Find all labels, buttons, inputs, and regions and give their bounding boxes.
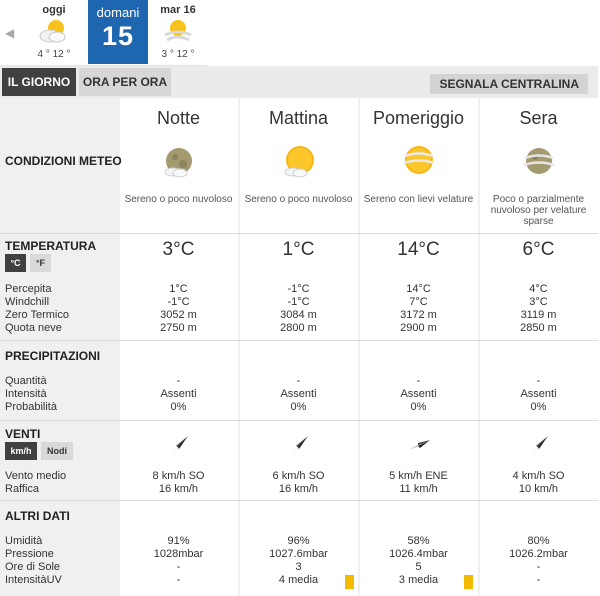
quota-neve-mattina: 2800 m bbox=[280, 322, 317, 334]
period-name-mattina: Mattina bbox=[268, 108, 329, 128]
windchill-sera: 3°C bbox=[529, 296, 548, 308]
windchill-pomeriggio: 7°C bbox=[409, 296, 428, 308]
probabilita-mattina: 0% bbox=[290, 401, 307, 413]
windchill-notte: -1°C bbox=[167, 296, 190, 308]
temp-sera: 6°C bbox=[522, 239, 555, 260]
tab-bar bbox=[0, 66, 598, 98]
probabilita-pomeriggio: 0% bbox=[410, 401, 427, 413]
section-temperature-title: TEMPERATURA bbox=[5, 239, 97, 253]
day-mar16-name: mar 16 bbox=[160, 4, 196, 16]
temp-mattina: 1°C bbox=[282, 239, 315, 260]
zero-termico-notte: 3052 m bbox=[160, 309, 197, 321]
desc-notte: Sereno o poco nuvoloso bbox=[124, 194, 233, 205]
percepita-pomeriggio: 14°C bbox=[406, 283, 431, 295]
section-precip-title: PRECIPITAZIONI bbox=[5, 349, 101, 363]
desc-mattina: Sereno o poco nuvoloso bbox=[244, 194, 353, 205]
period-name-pomeriggio: Pomeriggio bbox=[372, 108, 465, 128]
day-today[interactable] bbox=[24, 0, 84, 64]
label-windchill: Windchill bbox=[5, 296, 50, 308]
moon-haze-icon bbox=[481, 142, 596, 182]
label-zero-termico: Zero Termico bbox=[5, 309, 69, 321]
unit-knots-button[interactable]: Nodi bbox=[41, 442, 73, 460]
percepita-mattina: -1°C bbox=[287, 283, 310, 295]
day-tomorrow-number: 15 bbox=[101, 21, 135, 51]
pressione-mattina: 1027.6mbar bbox=[269, 548, 328, 560]
day-mar16[interactable] bbox=[148, 0, 208, 64]
label-intensita-uv: IntensitàUV bbox=[5, 574, 62, 586]
divider-temperature bbox=[0, 233, 598, 234]
label-pressione: Pressione bbox=[5, 548, 54, 560]
day-tomorrow-label: domani bbox=[96, 5, 140, 20]
ore-di-sole-sera: - bbox=[536, 561, 541, 573]
wind-direction-sera-icon bbox=[481, 434, 596, 456]
quota-neve-pomeriggio: 2900 m bbox=[400, 322, 437, 334]
period-name-notte: Notte bbox=[156, 108, 201, 128]
divider-wind bbox=[0, 420, 598, 421]
section-wind-title: VENTI bbox=[5, 427, 41, 441]
moon-cloud-icon bbox=[121, 142, 236, 182]
ore-di-sole-pomeriggio: 5 bbox=[415, 561, 422, 573]
raffica-mattina: 16 km/h bbox=[278, 483, 319, 495]
probabilita-notte: 0% bbox=[170, 401, 187, 413]
quantita-mattina: - bbox=[296, 375, 301, 387]
raffica-notte: 16 km/h bbox=[158, 483, 199, 495]
temp-notte: 3°C bbox=[162, 239, 195, 260]
sun-cloud-icon bbox=[241, 142, 356, 182]
umidita-sera: 80% bbox=[527, 535, 550, 547]
desc-sera: Poco o parzialmente nuvoloso per velature sparse bbox=[490, 194, 587, 227]
zero-termico-mattina: 3084 m bbox=[280, 309, 317, 321]
wind-direction-notte-icon bbox=[121, 434, 236, 456]
umidita-pomeriggio: 58% bbox=[407, 535, 430, 547]
intensita-notte: Assenti bbox=[160, 388, 197, 400]
quota-neve-notte: 2750 m bbox=[160, 322, 197, 334]
uv-sera: - bbox=[536, 574, 541, 586]
percepita-notte: 1°C bbox=[169, 283, 188, 295]
label-percepita: Percepita bbox=[5, 283, 52, 295]
sun-haze-icon bbox=[361, 142, 476, 182]
ore-di-sole-mattina: 3 bbox=[295, 561, 302, 573]
wind-direction-mattina-icon bbox=[241, 434, 356, 456]
quantita-notte: - bbox=[176, 375, 181, 387]
uv-bar-pomeriggio bbox=[464, 575, 473, 589]
vento-medio-mattina: 6 km/h SO bbox=[272, 470, 325, 482]
pressione-sera: 1026.2mbar bbox=[509, 548, 568, 560]
zero-termico-sera: 3119 m bbox=[520, 309, 557, 321]
day-today-name: oggi bbox=[42, 4, 66, 16]
label-ore-di-sole: Ore di Sole bbox=[5, 561, 61, 573]
quantita-pomeriggio: - bbox=[416, 375, 421, 387]
section-other-title: ALTRI DATI bbox=[5, 509, 70, 523]
vento-medio-pomeriggio: 5 km/h ENE bbox=[389, 470, 448, 482]
vento-medio-sera: 4 km/h SO bbox=[512, 470, 565, 482]
percepita-sera: 4°C bbox=[529, 283, 548, 295]
intensita-sera: Assenti bbox=[520, 388, 557, 400]
uv-notte: - bbox=[176, 574, 181, 586]
label-intensita: Intensità bbox=[5, 388, 47, 400]
previous-day-arrow-icon[interactable]: ◀ bbox=[5, 26, 15, 40]
label-vento-medio: Vento medio bbox=[5, 470, 67, 482]
unit-celsius-button[interactable]: °C bbox=[5, 254, 26, 272]
tab-ora-per-ora[interactable]: ORA PER ORA bbox=[79, 68, 171, 96]
uv-mattina: 4 media bbox=[278, 574, 319, 586]
divider-other bbox=[0, 500, 598, 501]
unit-kmh-button[interactable]: km/h bbox=[5, 442, 37, 460]
umidita-notte: 91% bbox=[167, 535, 190, 547]
day-today-temps: 4 ° 12 ° bbox=[37, 49, 71, 60]
wind-direction-pomeriggio-icon bbox=[361, 434, 476, 456]
divider-precip bbox=[0, 340, 598, 341]
desc-pomeriggio: Sereno con lievi velature bbox=[363, 194, 474, 205]
label-quota-neve: Quota neve bbox=[5, 322, 62, 334]
windchill-mattina: -1°C bbox=[287, 296, 310, 308]
partly-cloudy-sun-icon bbox=[37, 17, 71, 50]
tab-il-giorno[interactable]: IL GIORNO bbox=[2, 68, 76, 96]
intensita-mattina: Assenti bbox=[280, 388, 317, 400]
probabilita-sera: 0% bbox=[530, 401, 547, 413]
pressione-notte: 1028mbar bbox=[153, 548, 204, 560]
zero-termico-pomeriggio: 3172 m bbox=[400, 309, 437, 321]
pressione-pomeriggio: 1026.4mbar bbox=[389, 548, 448, 560]
ore-di-sole-notte: - bbox=[176, 561, 181, 573]
sun-with-haze-icon bbox=[161, 17, 195, 50]
label-quantita: Quantità bbox=[5, 375, 47, 387]
quota-neve-sera: 2850 m bbox=[520, 322, 557, 334]
forecast-table bbox=[0, 98, 598, 596]
vento-medio-notte: 8 km/h SO bbox=[152, 470, 205, 482]
quantita-sera: - bbox=[536, 375, 541, 387]
day-tomorrow[interactable] bbox=[88, 0, 148, 64]
raffica-pomeriggio: 11 km/h bbox=[399, 483, 438, 495]
unit-fahrenheit-button[interactable]: °F bbox=[30, 254, 51, 272]
period-name-sera: Sera bbox=[519, 108, 558, 128]
day-mar16-temps: 3 ° 12 ° bbox=[161, 49, 195, 60]
label-umidita: Umidità bbox=[5, 535, 43, 547]
uv-bar-mattina bbox=[345, 575, 354, 589]
intensita-pomeriggio: Assenti bbox=[400, 388, 437, 400]
label-raffica: Raffica bbox=[5, 483, 40, 495]
umidita-mattina: 96% bbox=[287, 535, 310, 547]
temp-pomeriggio: 14°C bbox=[397, 239, 440, 260]
day-selector bbox=[0, 0, 600, 66]
raffica-sera: 10 km/h bbox=[518, 483, 559, 495]
label-probabilita: Probabilità bbox=[5, 401, 57, 413]
uv-pomeriggio: 3 media bbox=[398, 574, 439, 586]
report-station-button[interactable]: SEGNALA CENTRALINA bbox=[430, 74, 588, 94]
section-conditions-title: CONDIZIONI METEO bbox=[5, 154, 122, 168]
